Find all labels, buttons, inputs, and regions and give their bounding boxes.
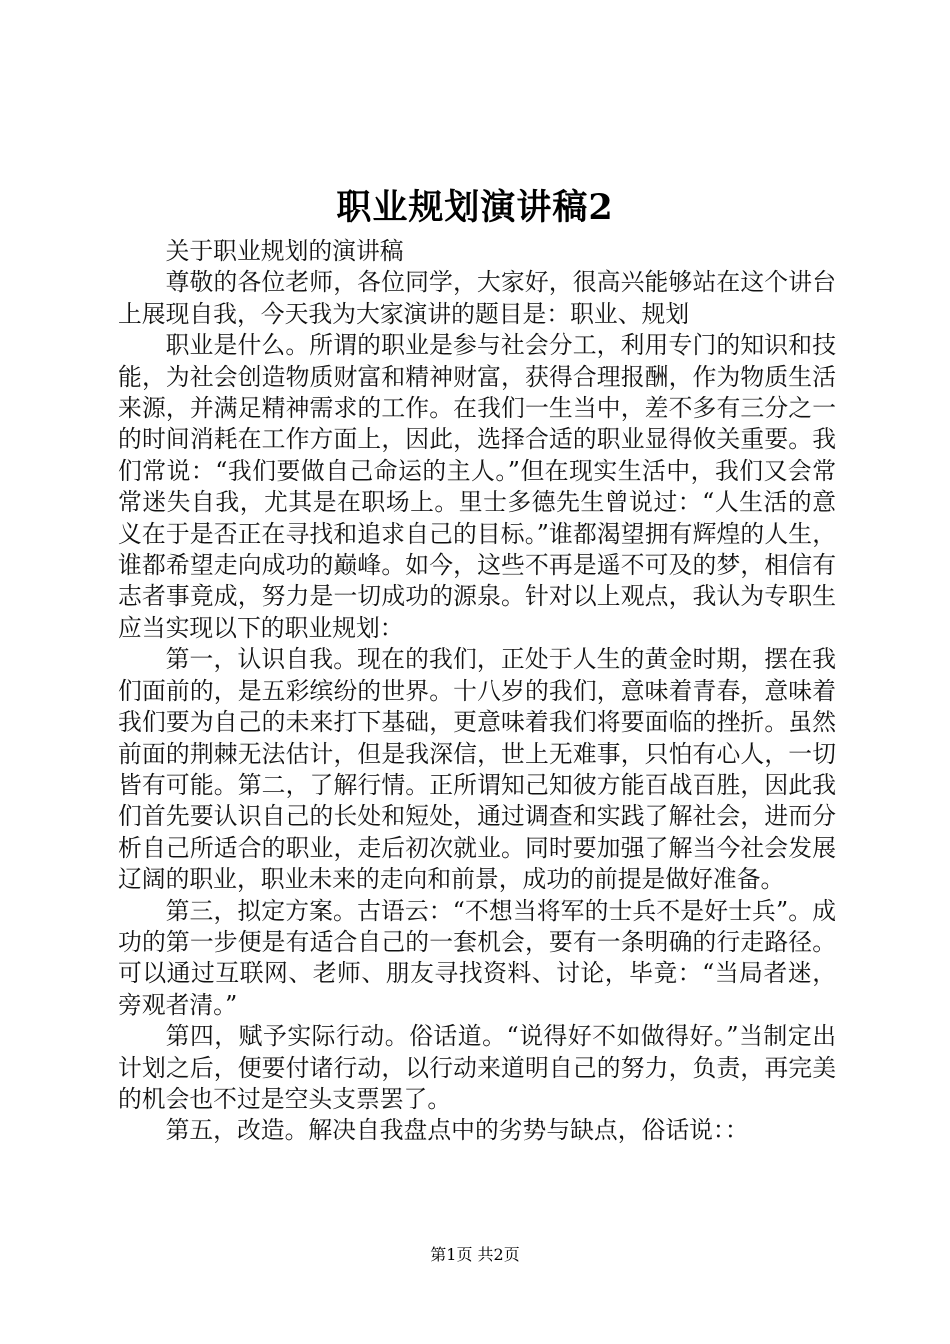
document-title: 职业规划演讲稿2 (336, 187, 614, 228)
paragraph-fourth: 第四，赋予实际行动。俗话道。“说得好不如做得好。”当制定出计划之后，便要付诸行动，以行动来道明自己的努力，负责，再完美的机会也不过是空头支票罢了。 (118, 1022, 836, 1113)
paragraph-first-second: 第一，认识自我。现在的我们，正处于人生的黄金时期，摆在我们面前的，是五彩缤纷的世界。十八岁的我们，意味着青春，意味着我们要为自己的未来打下基础，更意味着我们将要面临的挫折。虽然前面的荆棘无法估计，但是我深信，世上无难事，只怕有心人，一切皆有可能。第二，了解行情。正所谓知己知彼方能百战百胜，因此我们首先要认识自己的长处和短处，通过调查和实践了解社会，进而分析自己所适合的职业，走后初次就业。同时要加强了解当今社会发展辽阔的职业，职业未来的走向和前景，成功的前提是做好准备。 (118, 645, 836, 894)
paragraph-fifth: 第五，改造。解决自我盘点中的劣势与缺点，俗话说：： (165, 1116, 749, 1145)
page-number-footer: 第1页 共2页 (430, 1245, 520, 1264)
paragraph-third: 第三，拟定方案。古语云：“不想当将军的士兵不是好士兵”。成功的第一步便是有适合自己的一套机会，要有一条明确的行走路径。可以通过互联网、老师、朋友寻找资料、讨论，毕竟：“当局者迷，旁观者清。” (118, 896, 836, 1019)
paragraph-what-is-career: 职业是什么。所谓的职业是参与社会分工，利用专门的知识和技能，为社会创造物质财富和精神财富，获得合理报酬，作为物质生活来源，并满足精神需求的工作。在我们一生当中，差不多有三分之一的时间消耗在工作方面上，因此，选择合适的职业显得攸关重要。我们常说：“我们要做自己命运的主人。”但在现实生活中，我们又会常常迷失自我，尤其是在职场上。里士多德先生曾说过：“人生活的意义在于是否正在寻找和追求自己的目标。”谁都渴望拥有辉煌的人生，谁都希望走向成功的巅峰。如今，这些不再是遥不可及的梦，相信有志者事竟成，努力是一切成功的源泉。针对以上观点，我认为专职生应当实现以下的职业规划： (118, 331, 836, 642)
paragraph-heading: 关于职业规划的演讲稿 (165, 237, 404, 265)
document-body (118, 236, 836, 1147)
paragraph-greeting: 尊敬的各位老师，各位同学，大家好，很高兴能够站在这个讲台上展现自我，今天我为大家演讲的题目是：职业、规划 (118, 268, 836, 328)
